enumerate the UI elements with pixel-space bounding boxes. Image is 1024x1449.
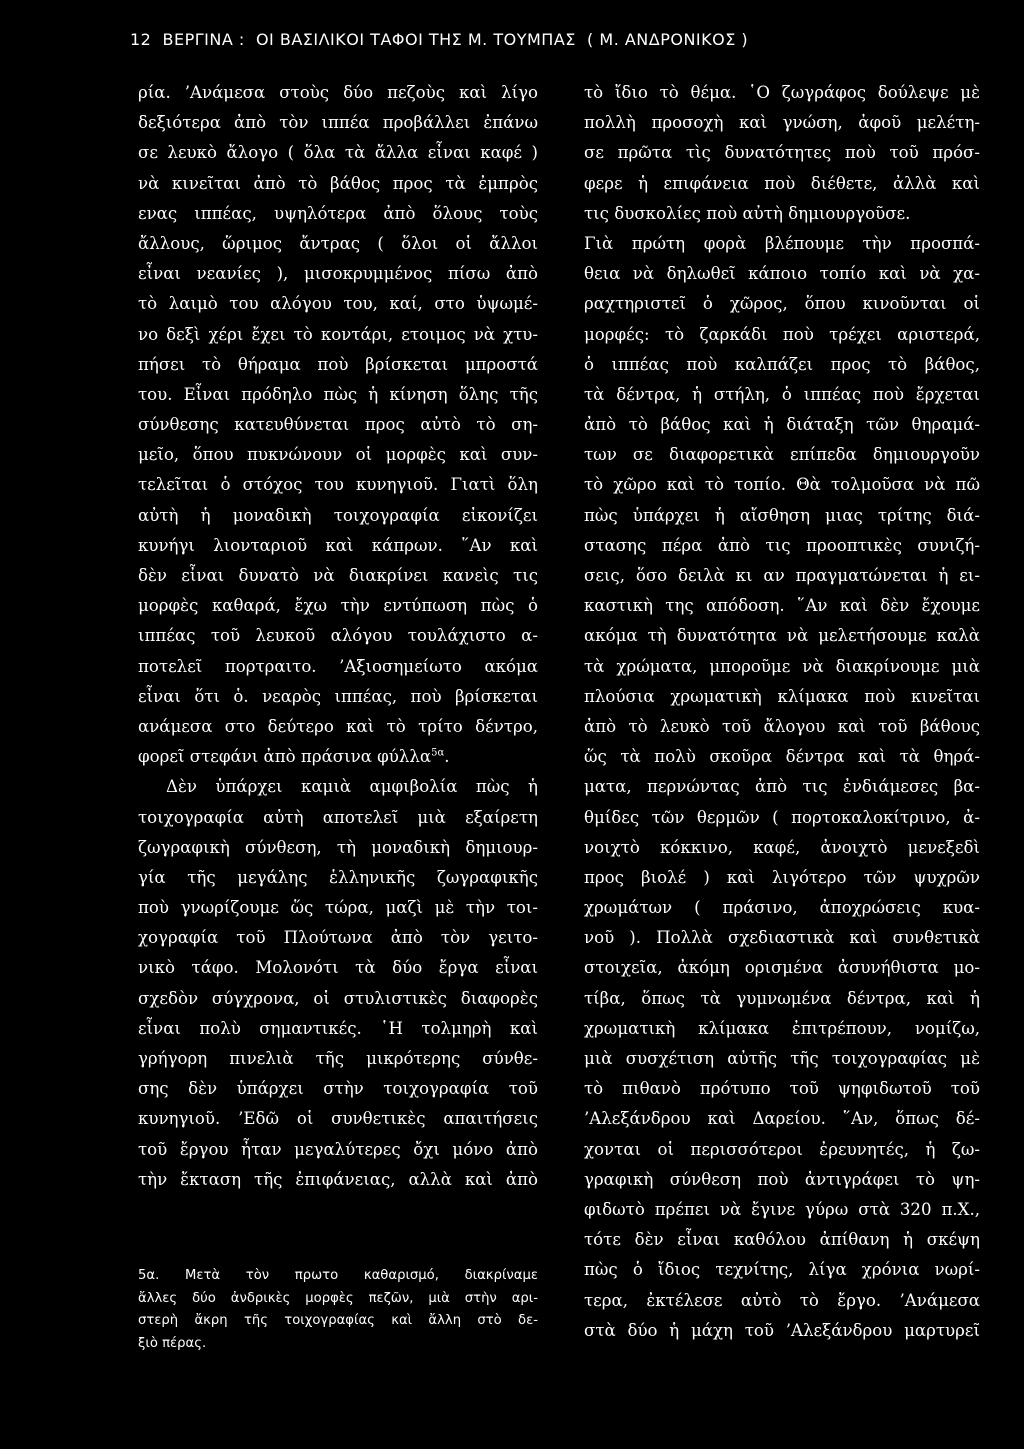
text-line: πὼς ὑπάρχει ἡ αἴσθηση μιας τρίτης διά- <box>584 505 980 525</box>
text-line: εἶναι ὅτι ὁ. νεαρὸς ιππέας, ποὺ βρίσκεται <box>138 686 538 706</box>
text-line: ρία. ’Ανάμεσα στοὺς δύο πεζοὺς καὶ λίγο <box>138 83 538 102</box>
footnote-line: ξιὸ πέρας. <box>138 1335 207 1351</box>
text-line: αὐτὴ ἡ μοναδικὴ τοιχογραφία εἰκονίζει <box>138 505 538 525</box>
text-line: ραχτηριστεῖ ὁ χῶρος, ὅπου κινοῦνται οἱ <box>584 294 980 314</box>
text-line: γραφικὴ σύνθεση ποὺ ἀντιγράφει τὸ ψη- <box>584 1169 980 1189</box>
text-line: ενας ιππέας, υψηλότερα ἀπὸ ὅλους τοὺς <box>138 203 538 223</box>
text-line: χογραφία τοῦ Πλούτωνα ἀπὸ τὸν γειτο- <box>138 928 538 948</box>
text-line: τὸ πιθανὸ πρότυπο τοῦ ψηφιδωτοῦ τοῦ <box>584 1079 980 1099</box>
text-line: θεια νὰ δηλωθεῖ κάποιο τοπίο καὶ νὰ χα- <box>584 264 980 284</box>
text-line: τὸ ἴδιο τὸ θέμα. ῾Ο ζωγράφος δούλεψε μὲ <box>584 83 980 102</box>
running-header <box>130 30 748 49</box>
text-line: πήσει τὸ θήραμα ποὺ βρίσκεται μπροστά <box>138 354 538 374</box>
text-line: καστικὴ της απόδοση. ῞Αν καὶ δὲν ἔχουμε <box>584 596 980 616</box>
text-line: γία τῆς μεγάλης ἑλληνικῆς ζωγραφικῆς <box>138 867 538 887</box>
text-line: κυνηγιοῦ. ’Εδῶ οἱ συνθετικὲς απαιτήσεις <box>138 1109 538 1129</box>
footnote-marker: 5α <box>431 747 445 759</box>
text-line: τὸ χῶρο καὶ τὸ τοπίο. Θὰ τολμοῦσα νὰ πῶ <box>584 475 980 495</box>
text-line: τοῦ ἔργου ἦταν μεγαλύτερες ὄχι μόνο ἀπὸ <box>138 1139 538 1159</box>
text-line: ’Αλεξάνδρου καὶ Δαρείου. ῞Αν, ὅπως δέ- <box>584 1109 980 1129</box>
text-line: σε λευκὸ ἄλογο ( ὅλα τὰ ἄλλα εἶναι καφέ ) <box>138 143 538 163</box>
text-line: νὰ κινεῖται ἀπὸ τὸ βάθος προς τὰ ἐμπρὸς <box>138 173 538 193</box>
text-line: θμίδες τῶν θερμῶν ( πορτοκαλοκίτρινο, ἀ- <box>584 807 980 827</box>
text-line: τελεῖται ὁ στόχος του κυνηγιοῦ. Γιατὶ ὅλη <box>138 475 538 495</box>
text-line: χονται οἱ περισσότεροι ἐρευνητές, ἡ ζω- <box>584 1139 980 1159</box>
text-line: νικὸ τάφο. Μολονότι τὰ δύο ἔργα εἶναι <box>138 958 538 978</box>
text-line: νοιχτὸ κόκκινο, καφέ, ἀνοιχτὸ μενεξεδὶ <box>584 837 980 857</box>
text-line: μορφὲς καθαρά, ἔχω τὴν εντύπωση πὼς ὁ <box>138 596 538 616</box>
text-line: ακόμα τὴ δυνατότητα νὰ μελετήσουμε καλὰ <box>584 626 980 646</box>
text-line: σχεδὸν σύγχρονα, οἱ στυλιστικὲς διαφορὲς <box>138 988 538 1008</box>
text-line: σης δὲν ὑπάρχει στὴν τοιχογραφία τοῦ <box>138 1079 538 1099</box>
text-line: πολλὴ προσοχὴ καὶ γνώση, ἀφοῦ μελέτη- <box>584 113 980 133</box>
text-line: τίβα, ὅπως τὰ γυμνωμένα δέντρα, καὶ ἡ <box>584 988 980 1008</box>
text-line: τερα, ἐκτέλεσε αὐτὸ τὸ ἔργο. ’Ανάμεσα <box>584 1290 980 1310</box>
right-column <box>584 78 980 1346</box>
text-line: πλούσια χρωματικὴ κλίμακα ποὺ κινεῖται <box>584 686 980 706</box>
text-line: εἶναι πολὺ σημαντικές. ῾Η τολμηρὴ καὶ <box>138 1018 538 1038</box>
text-line: τὸ λαιμὸ του αλόγου του, καί, στο ὑψωμέ- <box>138 294 538 314</box>
text-line: ποτελεῖ πορτραιτο. ’Αξιοσημείωτο ακόμα <box>138 656 538 676</box>
text-line: φερε ἡ επιφάνεια ποὺ διέθετε, ἀλλὰ καὶ <box>584 173 980 193</box>
text-line: τὰ δέντρα, ἡ στήλη, ὁ ιππέας ποὺ ἔρχεται <box>584 384 980 404</box>
sentence-end: . <box>444 747 450 767</box>
text-line: τοιχογραφία αὐτὴ αποτελεῖ μιὰ εξαίρετη <box>138 807 538 827</box>
text-line: τις δυσκολίες ποὺ αὐτὴ δημιουργοῦσε. <box>584 203 911 223</box>
footnote-line: ἄλλες δύο ἀνδρικὲς μορφὲς πεζῶν, μιὰ στὴν αρι- <box>138 1290 538 1306</box>
text-line: χρωματικὴ κλίμακα ἐπιτρέπουν, νομίζω, <box>584 1018 980 1038</box>
text-line: ἄλλους, ὥριμος ἄντρας ( ὅλοι οἱ ἄλλοι <box>138 233 538 253</box>
text-line: τότε δὲν εἶναι καθόλου ἀπίθανη ἡ σκέψη <box>584 1230 980 1250</box>
footnote <box>138 1265 538 1355</box>
text-line: Γιὰ πρώτη φορὰ βλέπουμε τὴν προσπά- <box>584 233 980 253</box>
text-line: ὥς τὰ πολὺ σκοῦρα δέντρα καὶ τὰ θηρά- <box>584 747 980 767</box>
text-line: στοιχεῖα, ἀκόμη ορισμένα ἀσυνήθιστα μο- <box>584 958 980 978</box>
text-line: μεῖο, ὅπου πυκνώνουν οἱ μορφὲς καὶ συν- <box>138 445 538 465</box>
text-line: στὰ δύο ἡ μάχη τοῦ ’Αλεξάνδρου μαρτυρεῖ <box>584 1320 980 1340</box>
text-line: κυνήγι λιονταριοῦ καὶ κάπρων. ῞Αν καὶ <box>138 535 538 555</box>
text-line: του. Εἶναι πρόδηλο πὼς ἡ κίνηση ὅλης τῆς <box>138 384 538 404</box>
text-line: φιδωτὸ πρέπει νὰ ἔγινε γύρω στὰ 320 π.Χ., <box>584 1199 980 1219</box>
text-line: εἶναι νεανίες ), μισοκρυμμένος πίσω ἀπὸ <box>138 264 538 284</box>
text-line: μιὰ συσχέτιση αὐτῆς τῆς τοιχογραφίας μὲ <box>584 1049 980 1068</box>
text-line: ποὺ γνωρίζουμε ὥς τώρα, μαζὶ μὲ τὴν τοι- <box>138 898 538 918</box>
text-line: ματα, περνώντας ἀπὸ τις ἐνδιάμεσες βα- <box>584 777 980 797</box>
text-line: τὰ χρώματα, μποροῦμε νὰ διακρίνουμε μιὰ <box>584 656 980 676</box>
text-line: τὴν ἔκταση τῆς ἐπιφάνειας, αλλὰ καὶ ἀπὸ <box>138 1169 538 1189</box>
text-line: ὁ ιππέας ποὺ καλπάζει προς τὸ βάθος, <box>584 354 980 374</box>
text-line: ανάμεσα στο δεύτερο καὶ τὸ τρίτο δέντρο, <box>138 716 538 736</box>
text-line: φορεῖ στεφάνι ἀπὸ πράσινα φύλλα <box>138 747 432 767</box>
text-line: των σε διαφορετικὰ επίπεδα δημιουργοῦν <box>584 445 980 465</box>
text-line: ζωγραφικὴ σύνθεση, τὴ μοναδικὴ δημιουρ- <box>138 837 538 857</box>
text-line: σε πρῶτα τὶς δυνατότητες ποὺ τοῦ πρόσ- <box>584 143 980 163</box>
text-line: γρήγορη πινελιὰ τῆς μικρότερης σύνθε- <box>138 1049 538 1068</box>
text-line-with-footnote <box>138 742 538 772</box>
text-line: χρωμάτων ( πράσινο, ἀποχρώσεις κυα- <box>584 898 980 918</box>
footnote-line: 5α. Μετὰ τὸν πρωτο καθαρισμό, διακρίναμε <box>138 1268 538 1283</box>
text-line: πὼς ὁ ἴδιος τεχνίτης, λίγα χρόνια νωρί- <box>584 1260 980 1280</box>
text-line: στασης πέρα ἀπὸ τις προοπτικὲς συνιζή- <box>584 535 980 555</box>
left-column <box>138 78 538 1195</box>
text-line: νο δεξὶ χέρι ἔχει τὸ κοντάρι, ετοιμος νὰ χτυ- <box>138 324 538 344</box>
text-line: δεξιότερα ἀπὸ τὸν ιππέα προβάλλει ἐπάνω <box>138 113 538 133</box>
paragraph-first-line: Δὲν ὑπάρχει καμιὰ αμφιβολία πὼς ἡ <box>166 777 538 797</box>
running-title: ΒΕΡΓΙΝΑ : ΟΙ ΒΑΣΙΛΙΚΟΙ ΤΑΦΟΙ ΤΗΣ Μ. ΤΟΥΜΠΑΣ ( Μ. ΑΝΔΡΟΝΙΚΟΣ ) <box>162 30 749 49</box>
text-line: σεις, ὅσο δειλὰ κι αν πραγματώνεται ἡ ει- <box>584 566 980 585</box>
text-line: σύνθεσης κατευθύνεται προς αὐτὸ τὸ ση- <box>138 415 538 435</box>
text-line: προς βιολέ ) καὶ λιγότερο τῶν ψυχρῶν <box>584 867 980 887</box>
text-line: νοῦ ). Πολλὰ σχεδιαστικὰ καὶ συνθετικὰ <box>584 928 980 948</box>
text-line: ἀπὸ τὸ λευκὸ τοῦ ἄλογου καὶ τοῦ βάθους <box>584 716 980 736</box>
text-line: ιππέας τοῦ λευκοῦ αλόγου τουλάχιστο α- <box>138 626 538 646</box>
text-line: μορφές: τὸ ζαρκάδι ποὺ τρέχει αριστερά, <box>584 324 980 344</box>
text-line: ἀπὸ τὸ βάθος καὶ ἡ διάταξη τῶν θηραμά- <box>584 415 980 435</box>
footnote-line: στερὴ ἄκρη τῆς τοιχογραφίας καὶ ἄλλη στὸ δε- <box>138 1313 538 1329</box>
text-line: δὲν εἶναι δυνατὸ νὰ διακρίνει κανεὶς τις <box>138 566 538 585</box>
page-number: 12 <box>130 30 152 49</box>
